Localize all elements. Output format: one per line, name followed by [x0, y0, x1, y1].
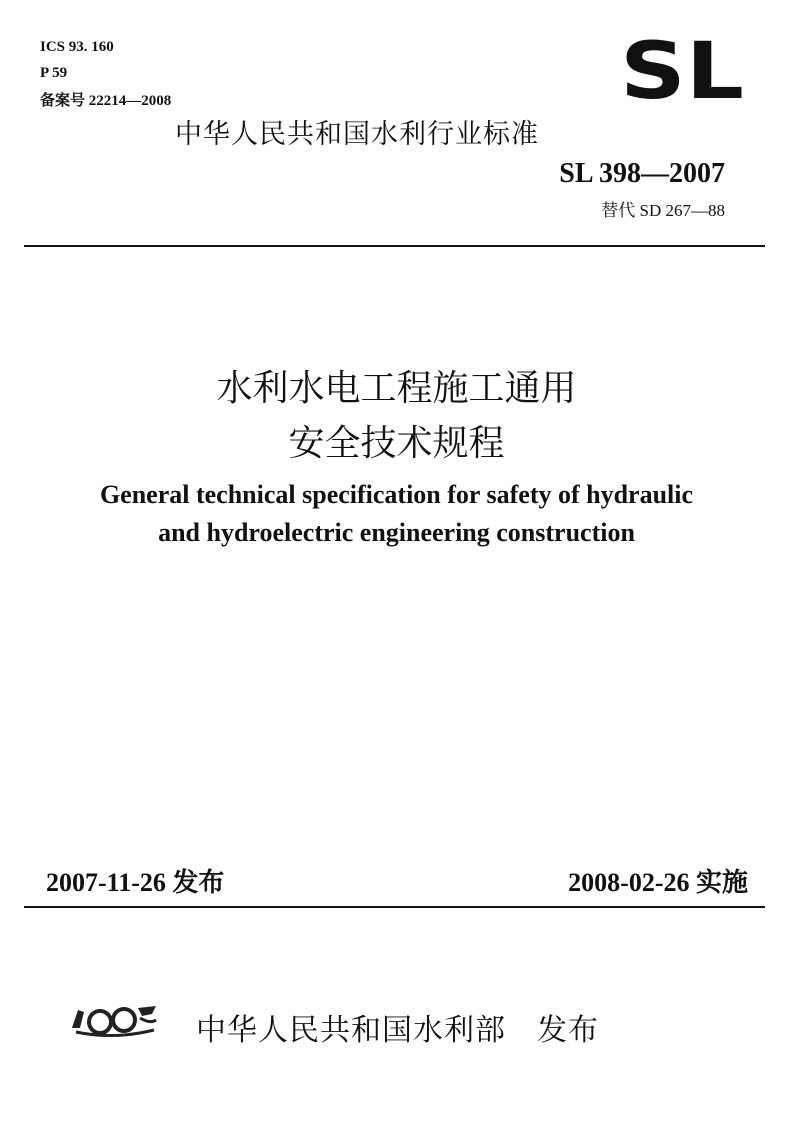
sl-logo-text: SL [620, 38, 744, 104]
publisher: 中华人民共和国水利部 发布 [196, 1013, 599, 1048]
english-title-line1: General technical specification for safety of hydraulic [99, 480, 694, 509]
top-divider [24, 245, 765, 247]
issue-date: 2007-11-26 发布 [46, 868, 225, 897]
implementation-date: 2008-02-26 实施 [568, 868, 748, 897]
record-number: 备案号 22214—2008 [40, 93, 172, 109]
industry-standard-title: 中华人民共和国水利行业标准 [175, 119, 539, 150]
replaces-standard: 替代 SD 267—88 [601, 201, 725, 220]
chinese-title-line1: 水利水电工程施工通用 [216, 368, 577, 409]
standard-code: SL 398—2007 [559, 158, 725, 189]
classification-code: P 59 [40, 65, 68, 81]
ics-code: ICS 93. 160 [40, 39, 114, 55]
bottom-divider [24, 906, 765, 908]
english-title-line2: and hydroelectric engineering construction [158, 518, 635, 547]
chinese-title-line2: 安全技术规程 [288, 423, 505, 464]
sl-logo [618, 38, 746, 104]
ministry-emblem-icon [66, 1000, 162, 1040]
